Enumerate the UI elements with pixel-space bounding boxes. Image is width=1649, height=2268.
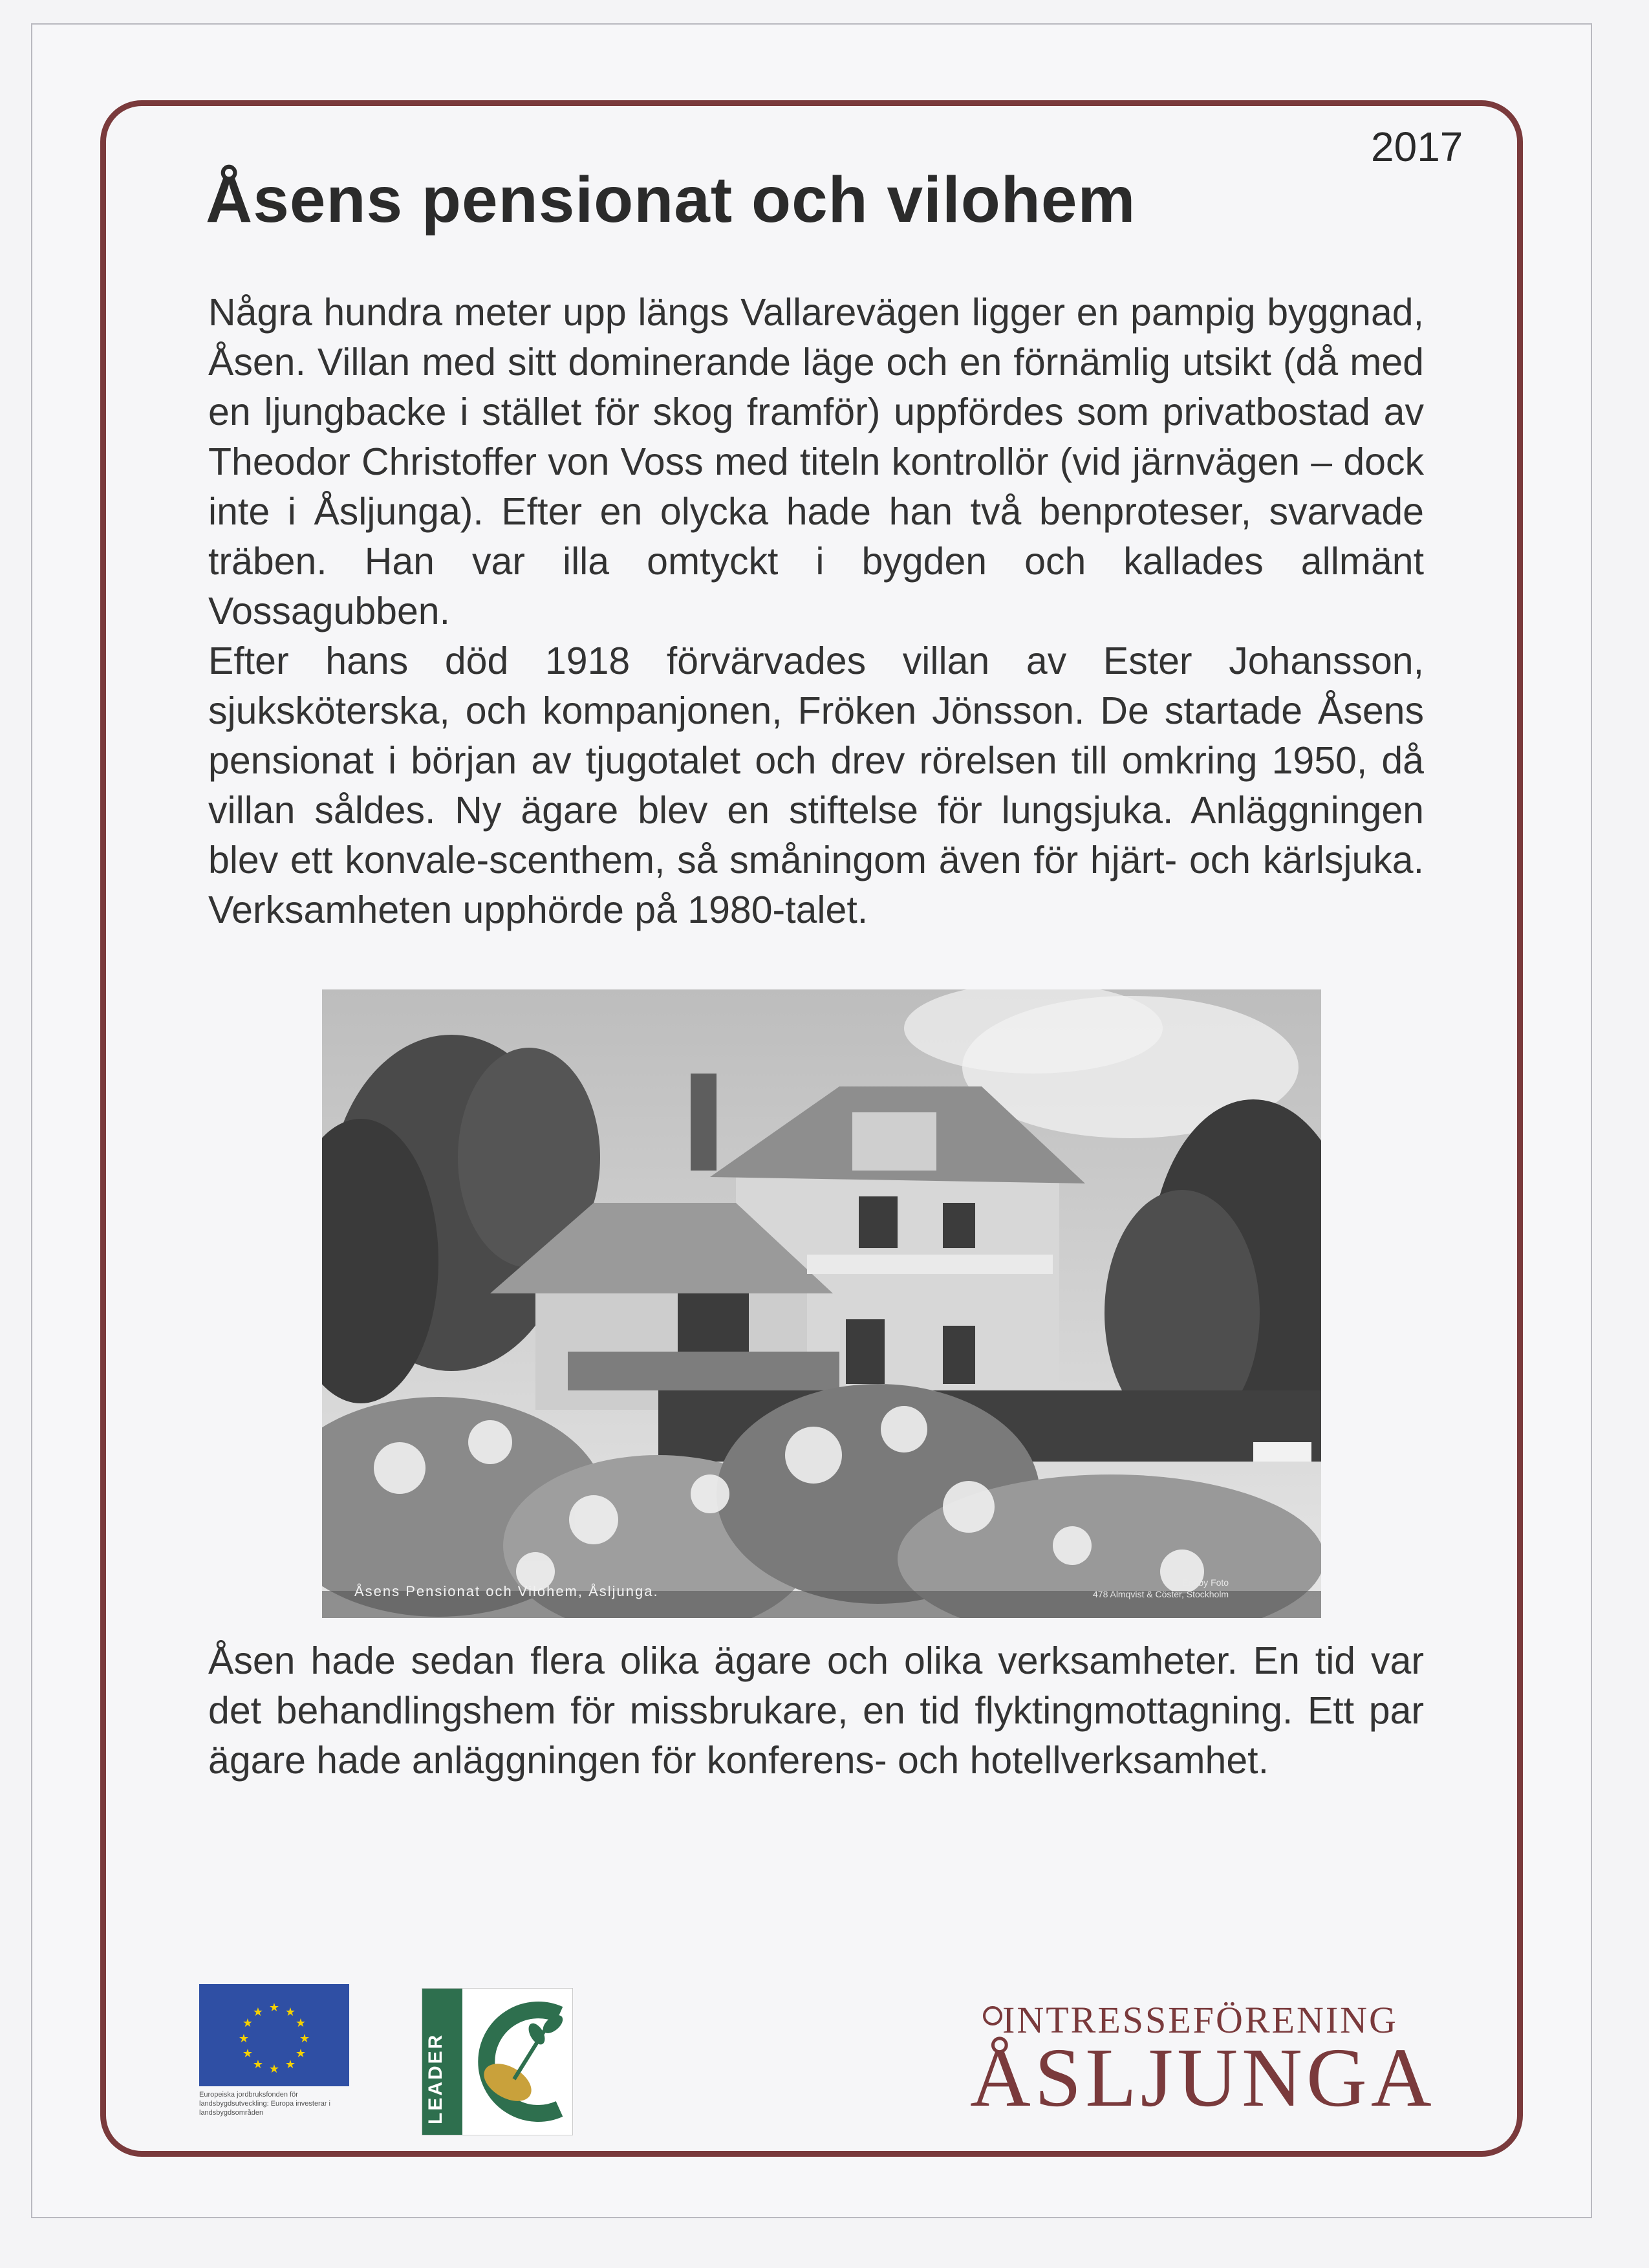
svg-text:★: ★ xyxy=(242,2016,253,2030)
eu-caption: Europeiska jordbruksfonden för landsbygdsutveckling: Europa investerar i landsbygdsområden xyxy=(199,2091,331,2117)
svg-text:★: ★ xyxy=(295,2016,307,2030)
historic-photo xyxy=(322,989,1321,1618)
svg-text:★: ★ xyxy=(238,2032,250,2046)
association-line2: ÅSLJUNGA xyxy=(970,2031,1436,2124)
leader-text: LEADER xyxy=(425,2033,446,2124)
svg-text:★: ★ xyxy=(252,2005,264,2019)
svg-text:★: ★ xyxy=(285,2005,296,2019)
ring-ornament-icon xyxy=(983,2006,1002,2025)
svg-text:★: ★ xyxy=(299,2032,310,2046)
eu-logo xyxy=(199,1984,349,2117)
photo-credit xyxy=(1093,1577,1229,1600)
photo-credit-line1: Eneby Foto xyxy=(1182,1577,1229,1588)
svg-text:★: ★ xyxy=(252,2058,264,2071)
paragraph-later: Åsen hade sedan flera olika ägare och olika verksamheter. En tid var det behandlingshem för missbrukare, en tid flyktingmottagning. Ett par ägare hade anläggningen för konferens- och hotellverksamhet. xyxy=(208,1639,1424,1782)
body-text-top xyxy=(208,288,1424,935)
photo-caption: Åsens Pensionat och Vilohem, Åsljunga. xyxy=(354,1583,659,1599)
body-text-bottom xyxy=(208,1636,1424,1786)
year-label: 2017 xyxy=(1371,124,1463,170)
paragraph-intro: Några hundra meter upp längs Vallarevägen ligger en pampig byggnad, Åsen. Villan med sitt dominerande läge och en förnämlig utsikt (då med en ljungbacke i stället för skog framför) uppfördes som privatbostad av Theodor Christoffer von Voss med titeln kontrollör (vid järnvägen – dock inte i Åsljunga). Efter en olycka hade han två benproteser, svarvade träben. Han var illa omtyckt i bygden och kallades allmänt Vossagubben. xyxy=(208,291,1424,632)
paragraph-history: Efter hans död 1918 förvärvades villan av Ester Johansson, sjuksköterska, och kompanjonen, Fröken Jönsson. De startade Åsens pensionat i början av tjugotalet och drev rörelsen till omkring 1950, då villan såldes. Ny ägare blev en stiftelse för lungsjuka. Anläggningen blev ett konvale-scenthem, så småningom även för hjärt- och kärlsjuka. Verksamheten upphörde på 1980-talet. xyxy=(208,640,1424,931)
page-title: Åsens pensionat och vilohem xyxy=(206,164,1136,236)
leader-emblem-icon xyxy=(462,1989,572,2135)
association-logo xyxy=(970,1998,1487,2124)
svg-text:★: ★ xyxy=(295,2047,307,2060)
association-line1: INTRESSEFÖRENING xyxy=(1002,1999,1398,2041)
villa-photo-illustration xyxy=(322,989,1321,1618)
svg-text:★: ★ xyxy=(242,2047,253,2060)
svg-text:★: ★ xyxy=(285,2058,296,2071)
svg-text:★: ★ xyxy=(268,2001,280,2014)
svg-text:★: ★ xyxy=(268,2062,280,2076)
eu-flag-icon xyxy=(199,1984,349,2086)
photo-credit-line2: 478 Almqvist & Cöster, Stockholm xyxy=(1093,1589,1229,1599)
leader-logo xyxy=(422,1988,573,2135)
